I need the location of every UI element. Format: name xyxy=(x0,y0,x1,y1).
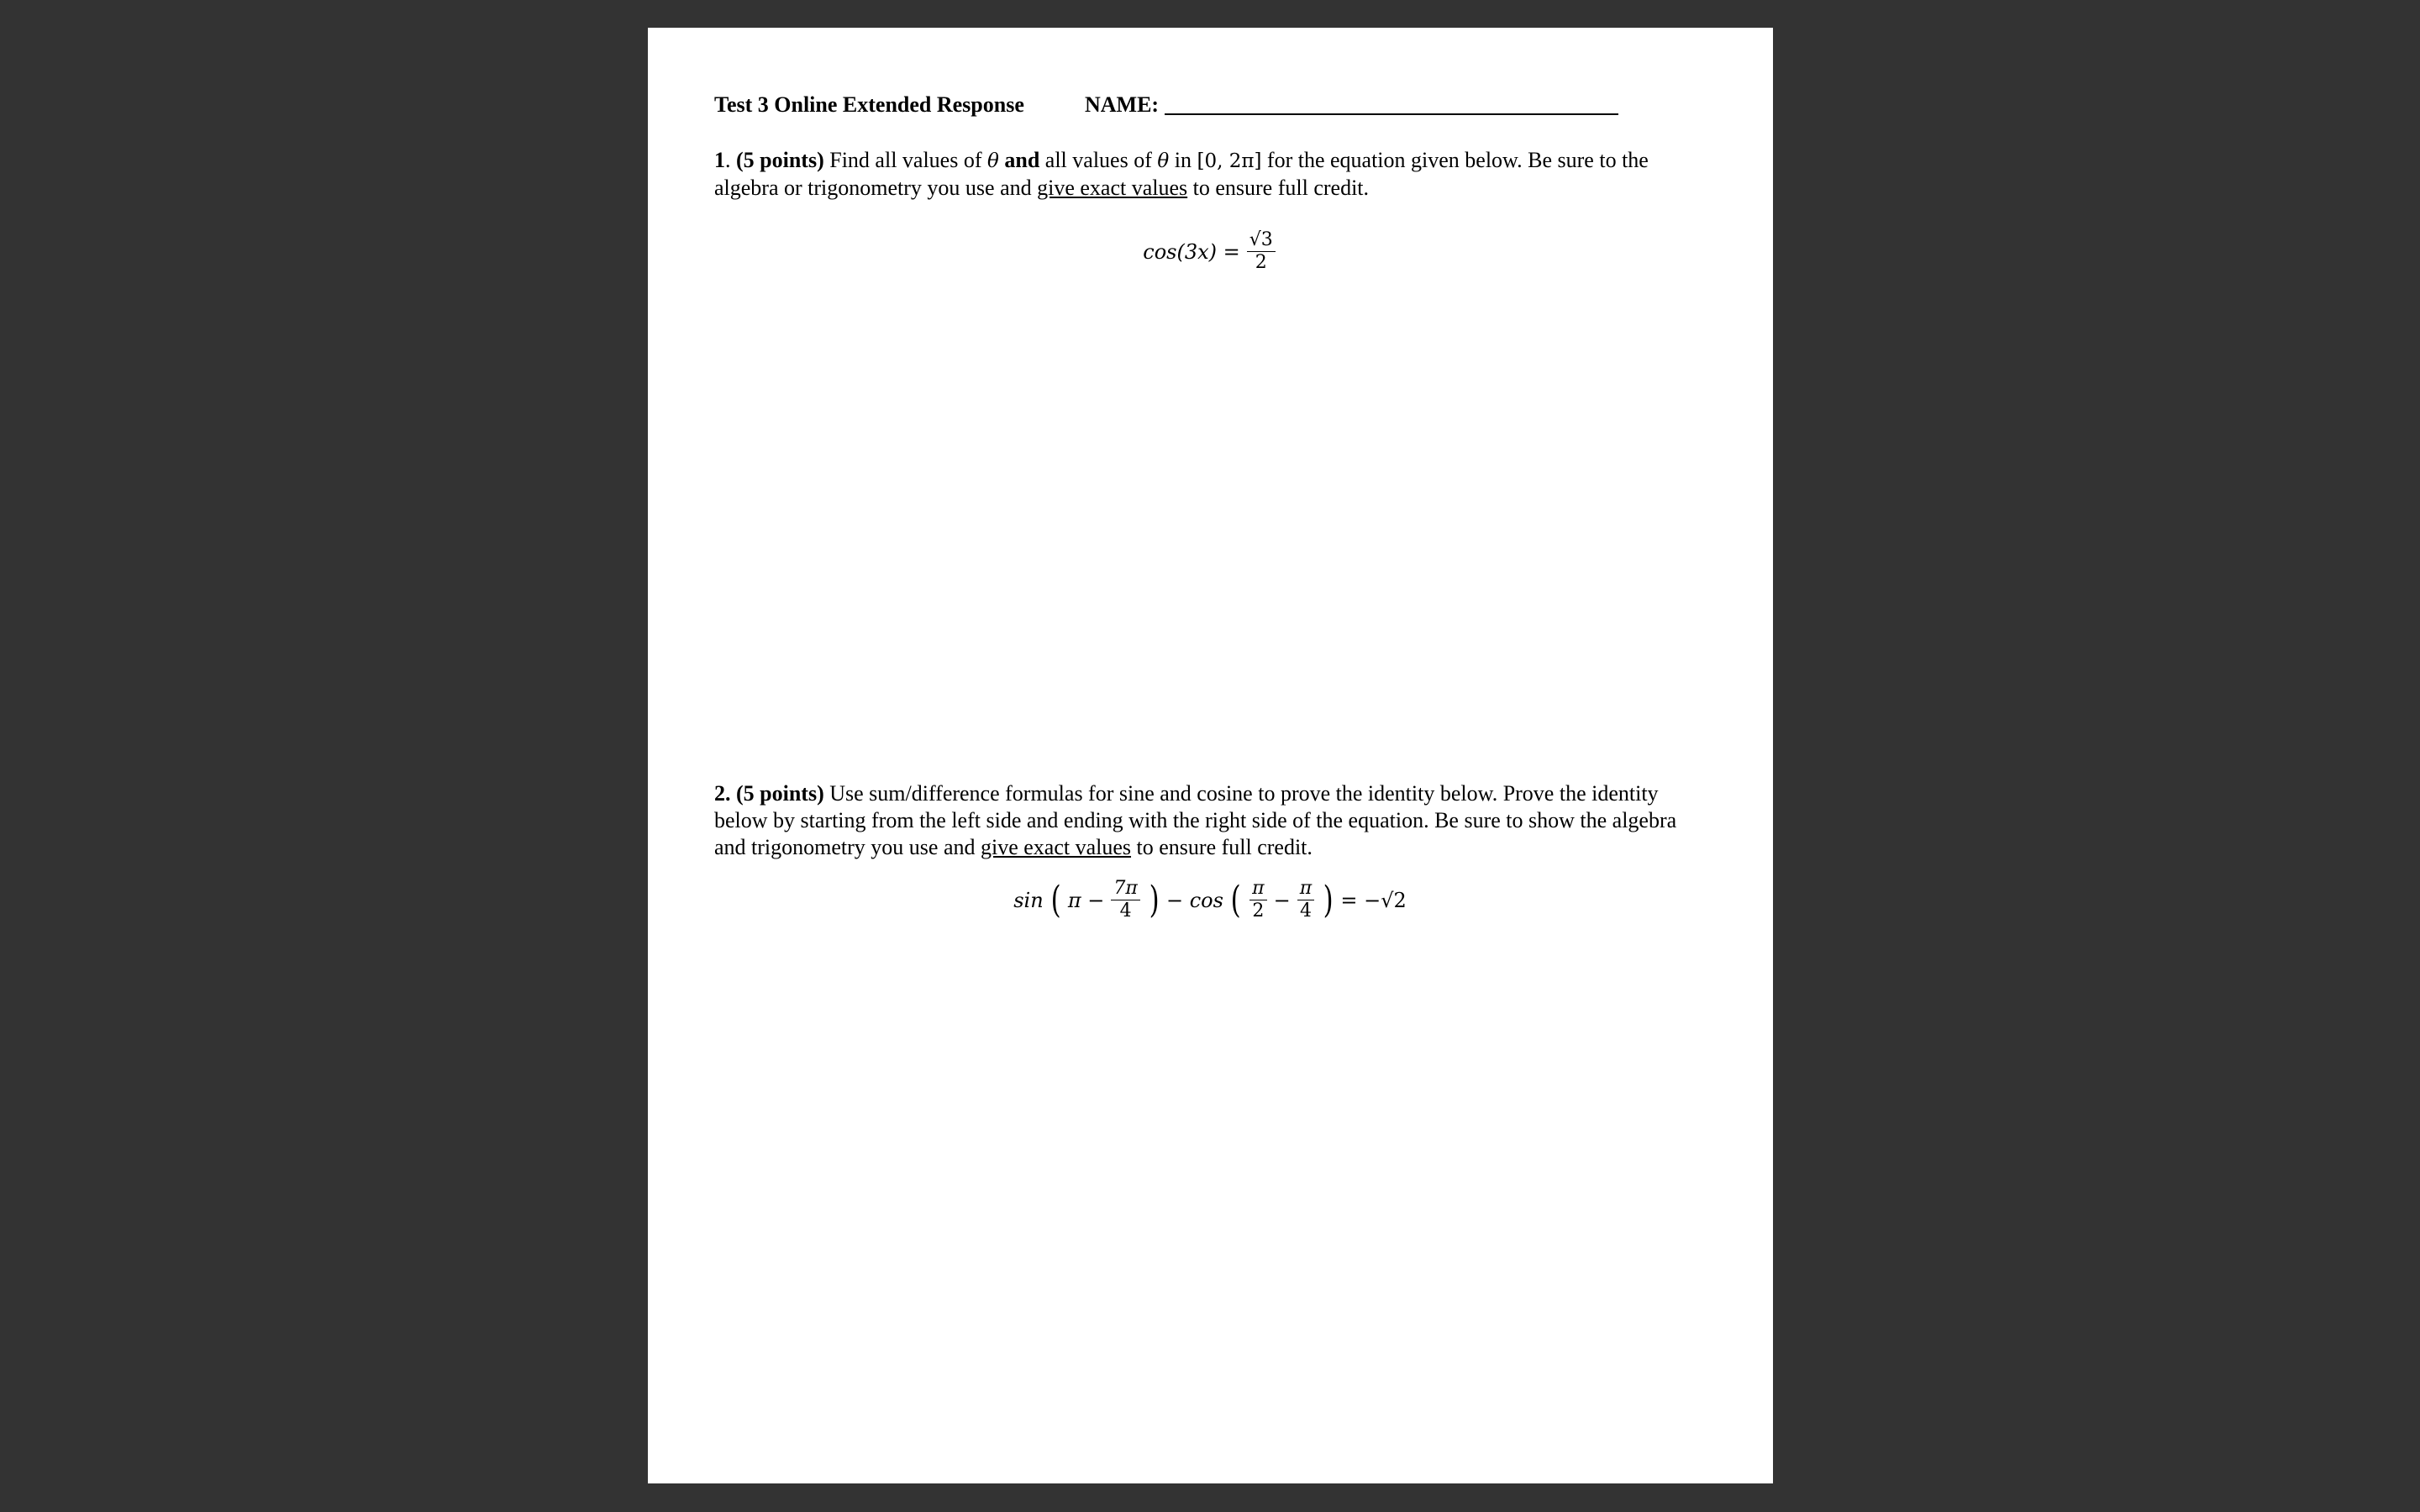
name-blank-line xyxy=(1165,113,1618,115)
interval: [0, 2π] xyxy=(1197,150,1262,172)
equation-2 xyxy=(714,878,1706,922)
fraction-7pi-4-numerator: 7π xyxy=(1111,878,1139,900)
open-paren-1: ( xyxy=(1050,878,1061,921)
theta-symbol-2: θ xyxy=(1157,150,1170,172)
equation-1 xyxy=(714,229,1706,274)
question-2-text-a: Use sum/difference formulas for sine and cosine to prove the identity below. Prove the identity below by starting from the left side and ending with the right side of the equation. Be sure to show the algebra and trigonometry you use and xyxy=(714,781,1677,859)
give-exact-values-2: give exact values xyxy=(981,835,1132,859)
minus-cos: − cos xyxy=(1166,888,1223,912)
equation-1-denominator: 2 xyxy=(1255,252,1267,273)
pi-minus: π − xyxy=(1067,888,1105,912)
question-1-text-c: in xyxy=(1169,148,1197,172)
question-1-text-b: all values of xyxy=(1039,148,1158,172)
fraction-pi-2-denominator: 2 xyxy=(1252,900,1265,921)
close-paren-2: ) xyxy=(1323,878,1334,921)
name-label: NAME: xyxy=(1085,92,1160,117)
fraction-pi-4-numerator: π xyxy=(1297,878,1314,900)
equation-1-lhs: cos(3x) = xyxy=(1143,239,1240,264)
minus-sign: − xyxy=(1273,888,1291,912)
fraction-7pi-4-denominator: 4 xyxy=(1119,900,1132,921)
test-header xyxy=(714,92,1706,120)
and-emphasis: and xyxy=(1004,148,1040,172)
equation-2-rhs: = −√2 xyxy=(1340,888,1407,912)
question-2-number: 2. xyxy=(714,781,731,806)
question-1-points: (5 points) xyxy=(736,148,824,172)
fraction-pi-2-numerator: π xyxy=(1249,878,1266,900)
fraction-7pi-4 xyxy=(1111,878,1139,922)
question-1-text-d: for the equation given below. Be sure to the algebra or trigonometry you use and xyxy=(714,148,1649,200)
equation-1-fraction xyxy=(1247,229,1276,274)
question-1-text-e: to ensure full credit. xyxy=(1187,176,1370,200)
test-title: Test 3 Online Extended Response xyxy=(714,92,1024,117)
give-exact-values-1: give exact values xyxy=(1037,176,1188,200)
question-2 xyxy=(714,780,1706,861)
open-paren-2: ( xyxy=(1230,878,1241,921)
close-paren-1: ) xyxy=(1149,878,1160,921)
fraction-pi-2 xyxy=(1249,878,1266,922)
fraction-pi-4 xyxy=(1297,878,1314,922)
sin-function: sin xyxy=(1013,888,1044,912)
question-2-points: (5 points) xyxy=(736,781,824,806)
question-1: 1. (5 points) Find all values of θ and all values of θ in [0, 2π] for the equation given below. Be sure to the algebra or trigonometry you use and give exact values to ensure full credit. xyxy=(714,148,1649,200)
question-1-number: 1 xyxy=(714,148,725,172)
question-1-text-a: Find all values of xyxy=(823,148,988,172)
equation-1-numerator: √3 xyxy=(1247,229,1276,252)
fraction-pi-4-denominator: 4 xyxy=(1299,900,1312,921)
question-2-text-b: to ensure full credit. xyxy=(1131,835,1313,859)
document-page xyxy=(648,28,1773,1483)
theta-symbol: θ xyxy=(987,150,999,172)
